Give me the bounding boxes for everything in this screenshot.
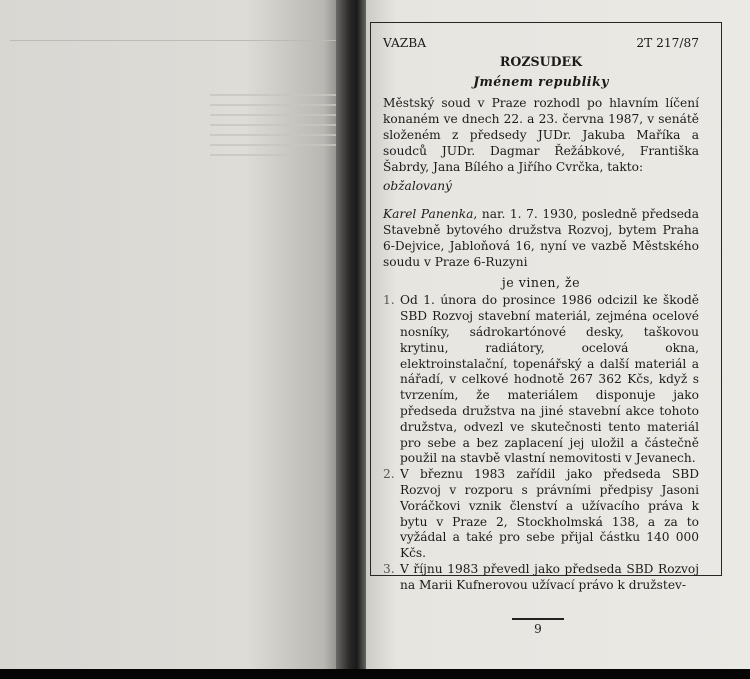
document-content bbox=[383, 36, 699, 593]
defendant-label: obžalovaný bbox=[383, 179, 452, 194]
count-number: 3. bbox=[383, 561, 395, 576]
document-title: ROZSUDEK bbox=[499, 53, 583, 69]
count-text: Od 1. února do prosince 1986 odcizil ke škodě SBD Rozvoj stavební materiál, zejména ocelové nosníky, sádrokartónové desky, taškovou krytinu, radiátory, ocelová okna, elektroinstalační, topenářský a další materiál a nářadí, v celkové hodnotě 267 362 Kčs, když s tvrzením, že materiálem disponuje jako předseda družstva na jiné stavební akce tohoto družstva, odvezl ve skutečnosti tento materiál pro sebe a bez zaplacení jej uložil a částečně použil na stavbě vlastní nemovitosti v Jevanech. bbox=[400, 293, 699, 466]
count-item bbox=[383, 293, 699, 467]
count-text: V březnu 1983 zařídil jako předseda SBD Rozvoj v rozporu s právními předpisy Jasoni Voráčkovi vznik členství a užívacího práva k bytu v Praze 2, Stockholmská 138, a za to vyžádal a také pro sebe přijal částku 140 000 Kčs. bbox=[400, 467, 699, 561]
page-number: 9 bbox=[534, 622, 542, 636]
verdict-line: je vinen, že bbox=[501, 274, 581, 290]
header-left: VAZBA bbox=[383, 36, 427, 50]
count-number: 2. bbox=[383, 467, 395, 482]
intro-paragraph: Městský soud v Praze rozhodl po hlavním líčení konaném ve dnech 22. a 23. června 1987, v senátě složeném z předsedy JUDr. Jakuba Maříka a soudců JUDr. Dagmar Řežábkové, Františka Šabrdy, Jana Bílého a Jiřího Cvrčka, takto: bbox=[383, 96, 699, 174]
left-page-rule bbox=[10, 40, 340, 41]
document-header bbox=[383, 36, 699, 52]
left-page bbox=[0, 0, 352, 679]
document-subtitle: Jménem republiky bbox=[473, 73, 609, 89]
count-text: V říjnu 1983 převedl jako předseda SBD Rozvoj na Marii Kufnerovou užívací právo k družstev- bbox=[400, 561, 699, 592]
count-number: 1. bbox=[383, 293, 395, 308]
bleed-through-text bbox=[210, 94, 338, 164]
count-item bbox=[383, 467, 699, 562]
footer-rule bbox=[512, 618, 564, 620]
counts-list bbox=[383, 293, 699, 593]
defendant-name: Karel Panenka bbox=[383, 207, 474, 222]
defendant-paragraph bbox=[383, 207, 699, 270]
count-item bbox=[383, 562, 699, 594]
case-number: 2T 217/87 bbox=[636, 36, 699, 50]
scan-edge bbox=[0, 669, 750, 679]
defendant-details: , nar. 1. 7. 1930, posledně předseda Stavebně bytového družstva Rozvoj, bytem Praha 6-Dejvice, Jabloňová 16, nyní ve vazbě Městského soudu v Praze 6-Ruzyni bbox=[383, 207, 699, 269]
